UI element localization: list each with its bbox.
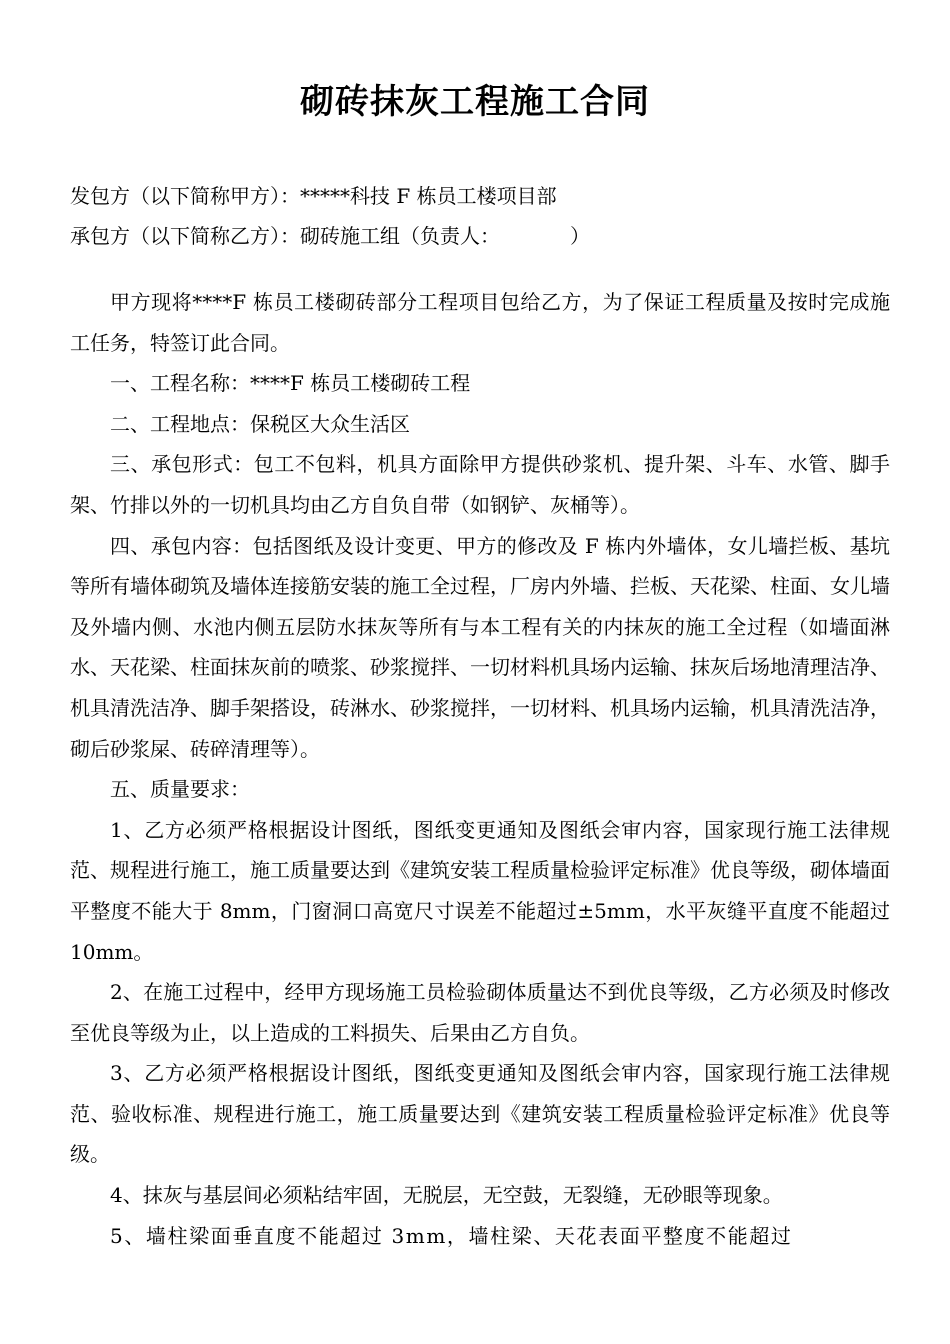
quality-item-3: 3、乙方必须严格根据设计图纸，图纸变更通知及图纸会审内容，国家现行施工法律规范、验收标准、规程进行施工，施工质量要达到《建筑安装工程质量检验评定标准》优良等级。 [70, 1061, 890, 1167]
clause-contract-scope: 四、承包内容：包括图纸及设计变更、甲方的修改及 F 栋内外墙体，女儿墙拦板、基坑等所有墙体砌筑及墙体连接筋安装的施工全过程，厂房内外墙、拦板、天花梁、柱面、女儿墙及外墙内侧、水池内侧五层防水抹灰等所有与本工程有关的内抹灰的施工全过程（如墙面淋水、天花梁、柱面抹灰前的喷浆、砂浆搅拌、一切材料机具场内运输、抹灰后场地清理洁净、机具清洗洁净、脚手架搭设，砖淋水、砂浆搅拌，一切材料、机具场内运输，机具清洗洁净，砌后砂浆屎、砖碎清理等）。 [70, 533, 890, 761]
quality-item-1: 1、乙方必须严格根据设计图纸，图纸变更通知及图纸会审内容，国家现行施工法律规范、规程进行施工，施工质量要达到《建筑安装工程质量检验评定标准》优良等级，砌体墙面平整度不能大于 8mm，门窗洞口高宽尺寸误差不能超过±5mm，水平灰缝平直度不能超过 10mm。 [70, 817, 890, 964]
quality-item-4: 4、抹灰与基层间必须粘结牢固，无脱层，无空鼓，无裂缝，无砂眼等现象。 [110, 1183, 783, 1208]
contract-body [70, 282, 890, 1256]
clause-project-location: 二、工程地点：保税区大众生活区 [110, 411, 410, 436]
document-title: 砌砖抹灰工程施工合同 [300, 82, 650, 122]
clause-quality-heading: 五、质量要求： [110, 777, 250, 802]
intro-paragraph: 甲方现将****F 栋员工楼砌砖部分工程项目包给乙方，为了保证工程质量及按时完成施工任务，特签订此合同。 [70, 290, 890, 355]
quality-item-5: 5、墙柱梁面垂直度不能超过 3mm，墙柱梁、天花表面平整度不能超过 [110, 1223, 793, 1248]
party-a-line: 发包方（以下简称甲方）：*****科技 F 栋员工楼项目部 [70, 184, 557, 208]
party-b-line: 承包方（以下简称乙方）：砌砖施工组（负责人： ） [70, 224, 590, 248]
parties-block [70, 176, 890, 256]
quality-item-2: 2、在施工过程中，经甲方现场施工员检验砌体质量达不到优良等级，乙方必须及时修改至优良等级为止，以上造成的工料损失、后果由乙方自负。 [70, 980, 890, 1045]
clause-project-name: 一、工程名称：****F 栋员工楼砌砖工程 [110, 371, 471, 396]
clause-contract-form: 三、承包形式：包工不包料，机具方面除甲方提供砂浆机、提升架、斗车、水管、脚手架、竹排以外的一切机具均由乙方自负自带（如钢铲、灰桶等）。 [70, 452, 890, 517]
